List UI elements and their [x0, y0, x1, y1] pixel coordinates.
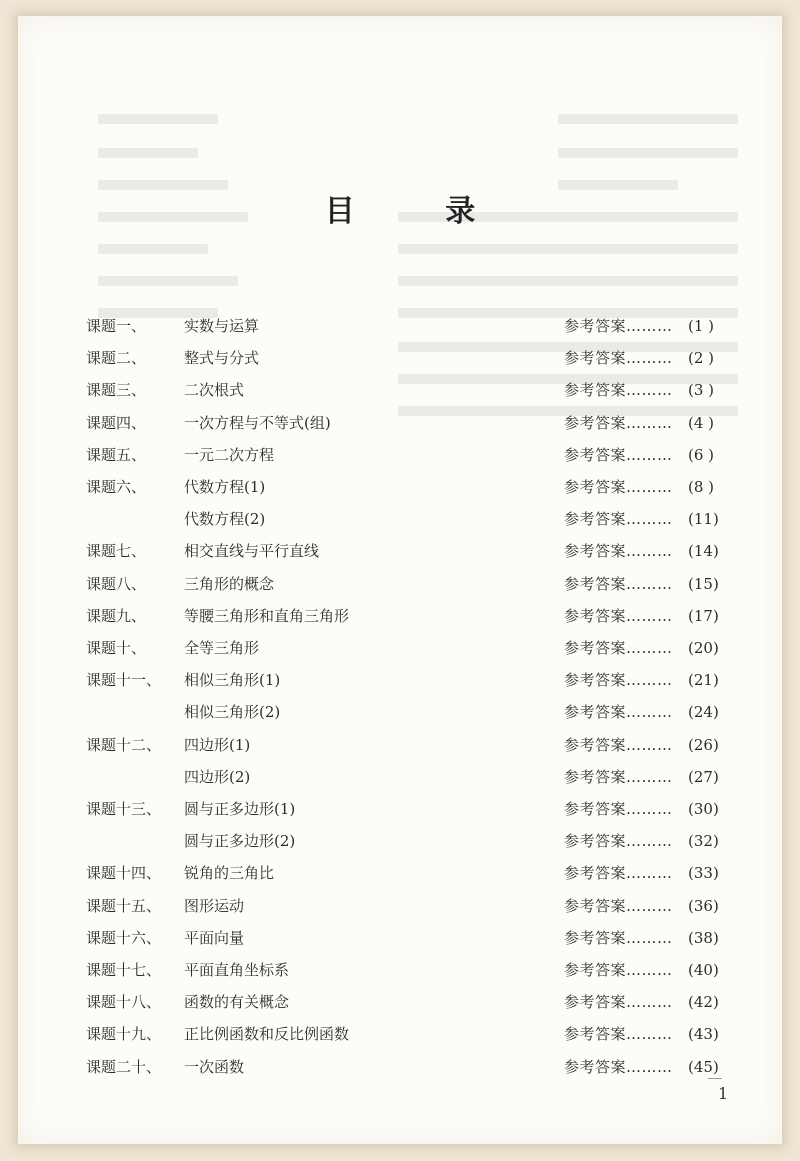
- leader-dots: ………: [626, 703, 673, 721]
- leader-dots: ………: [626, 381, 673, 399]
- toc-entry: [18, 604, 782, 628]
- leader-dots: ………: [626, 510, 673, 528]
- answer-label: 参考答案: [564, 317, 627, 335]
- toc-entry-number: 课题十八、: [86, 993, 162, 1011]
- toc-entry: [18, 346, 782, 370]
- toc-entry-number: 课题十六、: [86, 929, 162, 947]
- page-title: 目 录: [324, 194, 516, 229]
- toc-entry-number: 课题七、: [86, 542, 147, 560]
- toc-entry: [18, 926, 782, 950]
- answer-label: 参考答案: [564, 446, 627, 464]
- leader-dots: ………: [626, 736, 673, 754]
- toc-entry-title: 圆与正多边形(2): [184, 832, 296, 850]
- toc-entry: [18, 894, 782, 918]
- toc-entry: [18, 958, 782, 982]
- toc-entry-number: 课题二十、: [86, 1058, 162, 1076]
- answer-label: 参考答案: [564, 414, 627, 432]
- toc-entry: [18, 507, 782, 531]
- leader-dots: ………: [626, 864, 673, 882]
- toc-entry-title: 相似三角形(2): [184, 703, 281, 721]
- toc-entry-title: 一元二次方程: [184, 446, 275, 464]
- toc-entry-number: 课题一、: [86, 317, 147, 335]
- toc-entry-page: (24): [688, 703, 719, 721]
- leader-dots: ………: [626, 832, 673, 850]
- toc-entry-number: 课题二、: [86, 349, 147, 367]
- answer-label: 参考答案: [564, 671, 627, 689]
- toc-entry-title: 平面直角坐标系: [184, 961, 290, 979]
- toc-entry: [18, 1022, 782, 1046]
- leader-dots: ………: [626, 542, 673, 560]
- toc-entry-number: 课题九、: [86, 607, 147, 625]
- leader-dots: ………: [626, 800, 673, 818]
- answer-label: 参考答案: [564, 768, 627, 786]
- toc-entry-number: 课题十七、: [86, 961, 162, 979]
- toc-entry-page: (33): [688, 864, 719, 882]
- toc-entry-page: (4 ): [688, 414, 715, 432]
- toc-entry-page: (38): [688, 929, 719, 947]
- toc-entry-page: (32): [688, 832, 719, 850]
- toc-entry: [18, 733, 782, 757]
- answer-label: 参考答案: [564, 993, 627, 1011]
- toc-entry-title: 一次方程与不等式(组): [184, 414, 331, 432]
- toc-entry-title: 代数方程(1): [184, 478, 266, 496]
- toc-entry-title: 整式与分式: [184, 349, 260, 367]
- answer-label: 参考答案: [564, 961, 627, 979]
- toc-entry-page: (17): [688, 607, 719, 625]
- toc-entry-page: (14): [688, 542, 719, 560]
- toc-entry-title: 实数与运算: [184, 317, 260, 335]
- toc-entry-title: 平面向量: [184, 929, 245, 947]
- leader-dots: ………: [626, 607, 673, 625]
- leader-dots: ………: [626, 961, 673, 979]
- leader-dots: ………: [626, 768, 673, 786]
- toc-entry: [18, 668, 782, 692]
- toc-entry-title: 二次根式: [184, 381, 245, 399]
- toc-entry-page: (45): [688, 1058, 719, 1076]
- toc-entry-title: 四边形(2): [184, 768, 251, 786]
- toc-entry: [18, 636, 782, 660]
- toc-entry-title: 一次函数: [184, 1058, 245, 1076]
- toc-entry-number: 课题三、: [86, 381, 147, 399]
- toc-entry-page: (1 ): [688, 317, 715, 335]
- toc-entry: [18, 314, 782, 338]
- answer-label: 参考答案: [564, 510, 627, 528]
- toc-entry-number: 课题十九、: [86, 1025, 162, 1043]
- leader-dots: ………: [626, 639, 673, 657]
- document-page: [18, 16, 782, 1144]
- toc-entry-title: 正比例函数和反比例函数: [184, 1025, 350, 1043]
- toc-entry-title: 相交直线与平行直线: [184, 542, 320, 560]
- toc-entry-title: 相似三角形(1): [184, 671, 281, 689]
- leader-dots: ………: [626, 993, 673, 1011]
- answer-label: 参考答案: [564, 736, 627, 754]
- toc-entry-number: 课题十、: [86, 639, 147, 657]
- answer-label: 参考答案: [564, 929, 627, 947]
- toc-entry: [18, 443, 782, 467]
- toc-entry-page: (30): [688, 800, 719, 818]
- toc-entry-title: 四边形(1): [184, 736, 251, 754]
- leader-dots: ………: [626, 929, 673, 947]
- toc-entry: [18, 1055, 782, 1079]
- toc-entry-number: 课题四、: [86, 414, 147, 432]
- answer-label: 参考答案: [564, 1058, 627, 1076]
- toc-entry-title: 全等三角形: [184, 639, 260, 657]
- toc-entry-number: 课题十四、: [86, 864, 162, 882]
- toc-entry: [18, 378, 782, 402]
- toc-entry: [18, 411, 782, 435]
- toc-entry-page: (21): [688, 671, 719, 689]
- toc-entry-page: (6 ): [688, 446, 715, 464]
- toc-entry-page: (43): [688, 1025, 719, 1043]
- page-number-rule: [708, 1078, 722, 1079]
- toc-entry-number: 课题六、: [86, 478, 147, 496]
- answer-label: 参考答案: [564, 832, 627, 850]
- toc-entry-title: 锐角的三角比: [184, 864, 275, 882]
- answer-label: 参考答案: [564, 864, 627, 882]
- toc-entry-number: 课题十三、: [86, 800, 162, 818]
- toc-entry-title: 等腰三角形和直角三角形: [184, 607, 350, 625]
- answer-label: 参考答案: [564, 607, 627, 625]
- toc-entry-title: 代数方程(2): [184, 510, 266, 528]
- leader-dots: ………: [626, 1058, 673, 1076]
- toc-entry-number: 课题十一、: [86, 671, 162, 689]
- toc-entry: [18, 539, 782, 563]
- toc-entry-page: (36): [688, 897, 719, 915]
- answer-label: 参考答案: [564, 800, 627, 818]
- toc-entry-page: (15): [688, 575, 719, 593]
- leader-dots: ………: [626, 349, 673, 367]
- toc-entry-page: (11): [688, 510, 719, 528]
- toc-entry-number: 课题十二、: [86, 736, 162, 754]
- toc-entry-page: (42): [688, 993, 719, 1011]
- answer-label: 参考答案: [564, 1025, 627, 1043]
- answer-label: 参考答案: [564, 703, 627, 721]
- toc-entry-title: 圆与正多边形(1): [184, 800, 296, 818]
- answer-label: 参考答案: [564, 478, 627, 496]
- answer-label: 参考答案: [564, 349, 627, 367]
- toc-entry-page: (27): [688, 768, 719, 786]
- toc-entry: [18, 797, 782, 821]
- toc-entry: [18, 700, 782, 724]
- toc-entry-page: (26): [688, 736, 719, 754]
- toc-entry: [18, 765, 782, 789]
- toc-entry: [18, 829, 782, 853]
- toc-entry-number: 课题五、: [86, 446, 147, 464]
- toc-entry-page: (40): [688, 961, 719, 979]
- toc-entry: [18, 475, 782, 499]
- toc-entry-title: 函数的有关概念: [184, 993, 290, 1011]
- leader-dots: ………: [626, 478, 673, 496]
- toc-entry-title: 三角形的概念: [184, 575, 275, 593]
- leader-dots: ………: [626, 1025, 673, 1043]
- toc-entry-page: (8 ): [688, 478, 715, 496]
- toc-entry-number: 课题八、: [86, 575, 147, 593]
- toc-entry-number: 课题十五、: [86, 897, 162, 915]
- toc-entry: [18, 572, 782, 596]
- answer-label: 参考答案: [564, 897, 627, 915]
- toc-entry-page: (2 ): [688, 349, 715, 367]
- leader-dots: ………: [626, 897, 673, 915]
- toc-entry: [18, 990, 782, 1014]
- toc-entry-page: (3 ): [688, 381, 715, 399]
- leader-dots: ………: [626, 575, 673, 593]
- leader-dots: ………: [626, 446, 673, 464]
- answer-label: 参考答案: [564, 381, 627, 399]
- answer-label: 参考答案: [564, 542, 627, 560]
- answer-label: 参考答案: [564, 639, 627, 657]
- toc-entry-page: (20): [688, 639, 719, 657]
- toc-entry: [18, 861, 782, 885]
- answer-label: 参考答案: [564, 575, 627, 593]
- page-number: 1: [718, 1084, 729, 1103]
- leader-dots: ………: [626, 414, 673, 432]
- toc-entry-title: 图形运动: [184, 897, 245, 915]
- leader-dots: ………: [626, 317, 673, 335]
- leader-dots: ………: [626, 671, 673, 689]
